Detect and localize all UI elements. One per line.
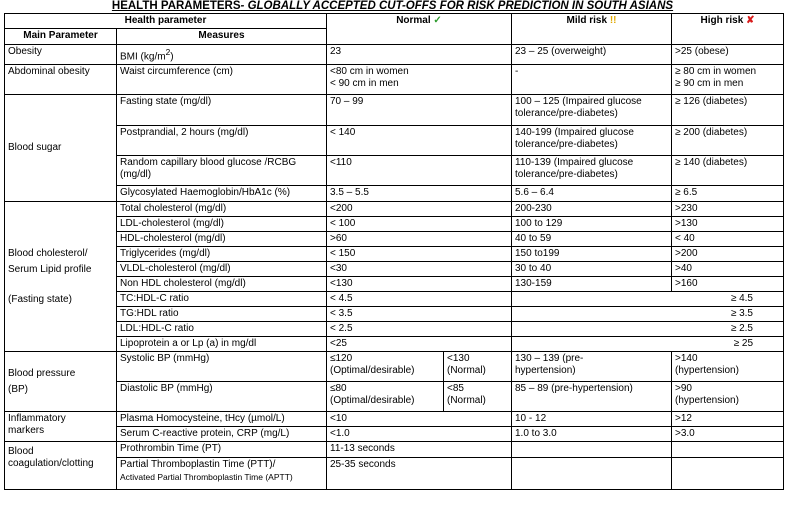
table-row xyxy=(5,442,784,458)
param-coagulation xyxy=(5,442,117,490)
inflammatory-label-line: Inflammatory xyxy=(8,413,66,425)
table-row xyxy=(5,322,784,337)
bp-label-line: (BP) xyxy=(8,383,28,395)
normal-normal xyxy=(444,382,512,412)
normal-value: 3.5 – 5.5 xyxy=(327,186,512,202)
measure: TG:HDL ratio xyxy=(117,307,327,322)
normal-value: >60 xyxy=(327,232,512,247)
measure: Plasma Homocysteine, tHcy (µmol/L) xyxy=(117,412,327,427)
normal-line: < 90 cm in men xyxy=(330,78,399,90)
high-line: ≥ 90 cm in men xyxy=(675,78,744,90)
measure: Total cholesterol (mg/dl) xyxy=(117,202,327,217)
table-row xyxy=(5,126,784,156)
param-blood-pressure xyxy=(5,352,117,412)
measure: Lipoprotein a or Lp (a) in mg/dl xyxy=(117,337,327,352)
lipid-label-line: Blood cholesterol/ xyxy=(8,247,88,259)
measure-waist: Waist circumference (cm) xyxy=(117,65,327,95)
normal-value: <10 xyxy=(327,412,512,427)
value-line: (Normal) xyxy=(447,395,486,407)
mild-value xyxy=(512,352,672,382)
mild-value: 1.0 to 3.0 xyxy=(512,427,672,442)
high-value: >12 xyxy=(672,412,784,427)
measure: HDL-cholesterol (mg/dl) xyxy=(117,232,327,247)
header-mild-risk xyxy=(512,14,672,45)
measure: Glycosylated Haemoglobin/HbA1c (%) xyxy=(117,186,327,202)
measure: Systolic BP (mmHg) xyxy=(117,352,327,382)
param-abdominal-obesity: Abdominal obesity xyxy=(5,65,117,95)
header-high-label: High risk xyxy=(700,15,744,26)
normal-value: < 140 xyxy=(327,126,512,156)
table-row xyxy=(5,382,784,412)
normal-value xyxy=(327,65,512,95)
value-line: 85 – 89 (pre-hypertension) xyxy=(515,383,633,395)
table-row xyxy=(5,277,784,292)
high-value: ≥ 140 (diabetes) xyxy=(672,156,784,186)
value-line: ≤80 xyxy=(330,383,347,395)
normal-value: 25-35 seconds xyxy=(327,458,512,490)
header-mild-label: Mild risk xyxy=(566,15,608,26)
high-value: >130 xyxy=(672,217,784,232)
high-value: ≥ 200 (diabetes) xyxy=(672,126,784,156)
table-row xyxy=(5,412,784,427)
bmi-text: BMI (kg/m xyxy=(120,51,166,63)
table-row xyxy=(5,217,784,232)
measure: Postprandial, 2 hours (mg/dl) xyxy=(117,126,327,156)
high-value xyxy=(672,352,784,382)
mild-value: 100 – 125 (Impaired glucose tolerance/pre-diabetes) xyxy=(512,95,672,126)
table-row xyxy=(5,247,784,262)
mild-value: 23 – 25 (overweight) xyxy=(512,45,672,65)
value-line: >140 xyxy=(675,353,698,365)
mild-value xyxy=(512,458,672,490)
normal-value: < 4.5 xyxy=(327,292,512,307)
measure: LDL-cholesterol (mg/dl) xyxy=(117,217,327,232)
normal-line: <80 cm in women xyxy=(330,66,409,78)
normal-value: <1.0 xyxy=(327,427,512,442)
measure: VLDL-cholesterol (mg/dl) xyxy=(117,262,327,277)
measure: Prothrombin Time (PT) xyxy=(117,442,327,458)
param-obesity: Obesity xyxy=(5,45,117,65)
title-main: HEALTH PARAMETERS xyxy=(111,0,241,12)
table-row xyxy=(5,458,784,490)
mild-value: 140-199 (Impaired glucose tolerance/pre-diabetes) xyxy=(512,126,672,156)
high-line: ≥ 80 cm in women xyxy=(675,66,757,78)
measure-line: Activated Partial Thromboplastin Time (APTT) xyxy=(120,472,293,483)
normal-value: 11-13 seconds xyxy=(327,442,512,458)
warning-icon: !! xyxy=(609,15,617,26)
mild-value xyxy=(512,382,672,412)
title-sub: - GLOBALLY ACCEPTED CUT-OFFS FOR RISK PREDICTION IN SOUTH ASIANS xyxy=(240,0,674,12)
normal-value: <200 xyxy=(327,202,512,217)
health-parameters-table xyxy=(4,13,784,490)
table-row xyxy=(5,337,784,352)
measure xyxy=(117,458,327,490)
cross-icon: ✘ xyxy=(746,15,755,26)
coag-label-line: Blood xyxy=(8,446,34,458)
normal-value: <130 xyxy=(327,277,512,292)
header-health-parameter: Health parameter xyxy=(5,14,327,29)
value-line: ≤120 xyxy=(330,353,353,365)
high-value: >200 xyxy=(672,247,784,262)
param-blood-sugar: Blood sugar xyxy=(5,95,117,202)
high-value xyxy=(672,458,784,490)
table-row xyxy=(5,156,784,186)
risk-value: ≥ 4.5 xyxy=(512,292,784,307)
coag-label-line: coagulation/clotting xyxy=(8,458,94,470)
value-line: (Optimal/desirable) xyxy=(330,395,415,407)
measure: Non HDL cholesterol (mg/dl) xyxy=(117,277,327,292)
normal-value: <110 xyxy=(327,156,512,186)
table-row xyxy=(5,292,784,307)
table-row xyxy=(5,45,784,65)
high-value: >3.0 xyxy=(672,427,784,442)
value-line: <85 xyxy=(447,383,464,395)
header-normal xyxy=(327,14,512,45)
param-lipid-profile xyxy=(5,202,117,352)
mild-value: 150 to199 xyxy=(512,247,672,262)
bmi-suffix: ) xyxy=(170,51,174,63)
normal-value: <30 xyxy=(327,262,512,277)
high-value: < 40 xyxy=(672,232,784,247)
measure-bmi xyxy=(117,45,327,65)
high-value: >40 xyxy=(672,262,784,277)
value-line: (Normal) xyxy=(447,365,486,377)
value-line: 130 – 139 (pre- xyxy=(515,353,584,365)
high-value: ≥ 126 (diabetes) xyxy=(672,95,784,126)
risk-value: ≥ 25 xyxy=(512,337,784,352)
mild-value: 5.6 – 6.4 xyxy=(512,186,672,202)
normal-value: < 3.5 xyxy=(327,307,512,322)
mild-value: - xyxy=(512,65,672,95)
mild-value: 130-159 xyxy=(512,277,672,292)
header-main-parameter: Main Parameter xyxy=(5,29,117,45)
normal-normal xyxy=(444,352,512,382)
normal-optimal xyxy=(327,382,444,412)
high-value: >25 (obese) xyxy=(672,45,784,65)
mild-value: 100 to 129 xyxy=(512,217,672,232)
table-row xyxy=(5,186,784,202)
value-line: (hypertension) xyxy=(675,395,739,407)
normal-value: < 100 xyxy=(327,217,512,232)
table-row xyxy=(5,352,784,382)
normal-value: 70 – 99 xyxy=(327,95,512,126)
normal-value: <25 xyxy=(327,337,512,352)
inflammatory-label-line: markers xyxy=(8,425,45,437)
risk-value: ≥ 3.5 xyxy=(512,307,784,322)
mild-value: 10 - 12 xyxy=(512,412,672,427)
table-row xyxy=(5,262,784,277)
table-row xyxy=(5,307,784,322)
high-value: >160 xyxy=(672,277,784,292)
param-inflammatory xyxy=(5,412,117,442)
mild-value: 40 to 59 xyxy=(512,232,672,247)
measure: Triglycerides (mg/dl) xyxy=(117,247,327,262)
header-high-risk xyxy=(672,14,784,45)
check-icon: ✓ xyxy=(433,15,442,26)
measure: Fasting state (mg/dl) xyxy=(117,95,327,126)
high-value xyxy=(672,65,784,95)
table-row xyxy=(5,427,784,442)
table-row xyxy=(5,232,784,247)
measure-line: Partial Thromboplastin Time (PTT)/ xyxy=(120,459,276,471)
value-line: >90 xyxy=(675,383,692,395)
value-line: <130 xyxy=(447,353,470,365)
value-line: (Optimal/desirable) xyxy=(330,365,415,377)
header-normal-label: Normal xyxy=(396,15,431,26)
page-title xyxy=(0,0,785,13)
measure: LDL:HDL-C ratio xyxy=(117,322,327,337)
measure: TC:HDL-C ratio xyxy=(117,292,327,307)
high-value xyxy=(672,442,784,458)
mild-value: 200-230 xyxy=(512,202,672,217)
measure: Diastolic BP (mmHg) xyxy=(117,382,327,412)
table-row xyxy=(5,95,784,126)
bmi-sup: 2 xyxy=(165,47,171,57)
bp-label-line: Blood pressure xyxy=(8,367,76,379)
value-line: (hypertension) xyxy=(675,365,739,377)
normal-value: < 2.5 xyxy=(327,322,512,337)
high-value: ≥ 6.5 xyxy=(672,186,784,202)
mild-value: 30 to 40 xyxy=(512,262,672,277)
measure: Serum C-reactive protein, CRP (mg/L) xyxy=(117,427,327,442)
normal-value: 23 xyxy=(327,45,512,65)
table-row xyxy=(5,202,784,217)
lipid-label-line: Serum Lipid profile xyxy=(8,263,92,275)
header-measures: Measures xyxy=(117,29,327,45)
measure: Random capillary blood glucose /RCBG (mg/dl) xyxy=(117,156,327,186)
table-row xyxy=(5,65,784,95)
normal-value: < 150 xyxy=(327,247,512,262)
high-value: >230 xyxy=(672,202,784,217)
mild-value: 110-139 (Impaired glucose tolerance/pre-diabetes) xyxy=(512,156,672,186)
value-line: hypertension) xyxy=(515,365,576,377)
risk-value: ≥ 2.5 xyxy=(512,322,784,337)
normal-optimal xyxy=(327,352,444,382)
high-value xyxy=(672,382,784,412)
mild-value xyxy=(512,442,672,458)
lipid-label-line: (Fasting state) xyxy=(8,293,72,305)
